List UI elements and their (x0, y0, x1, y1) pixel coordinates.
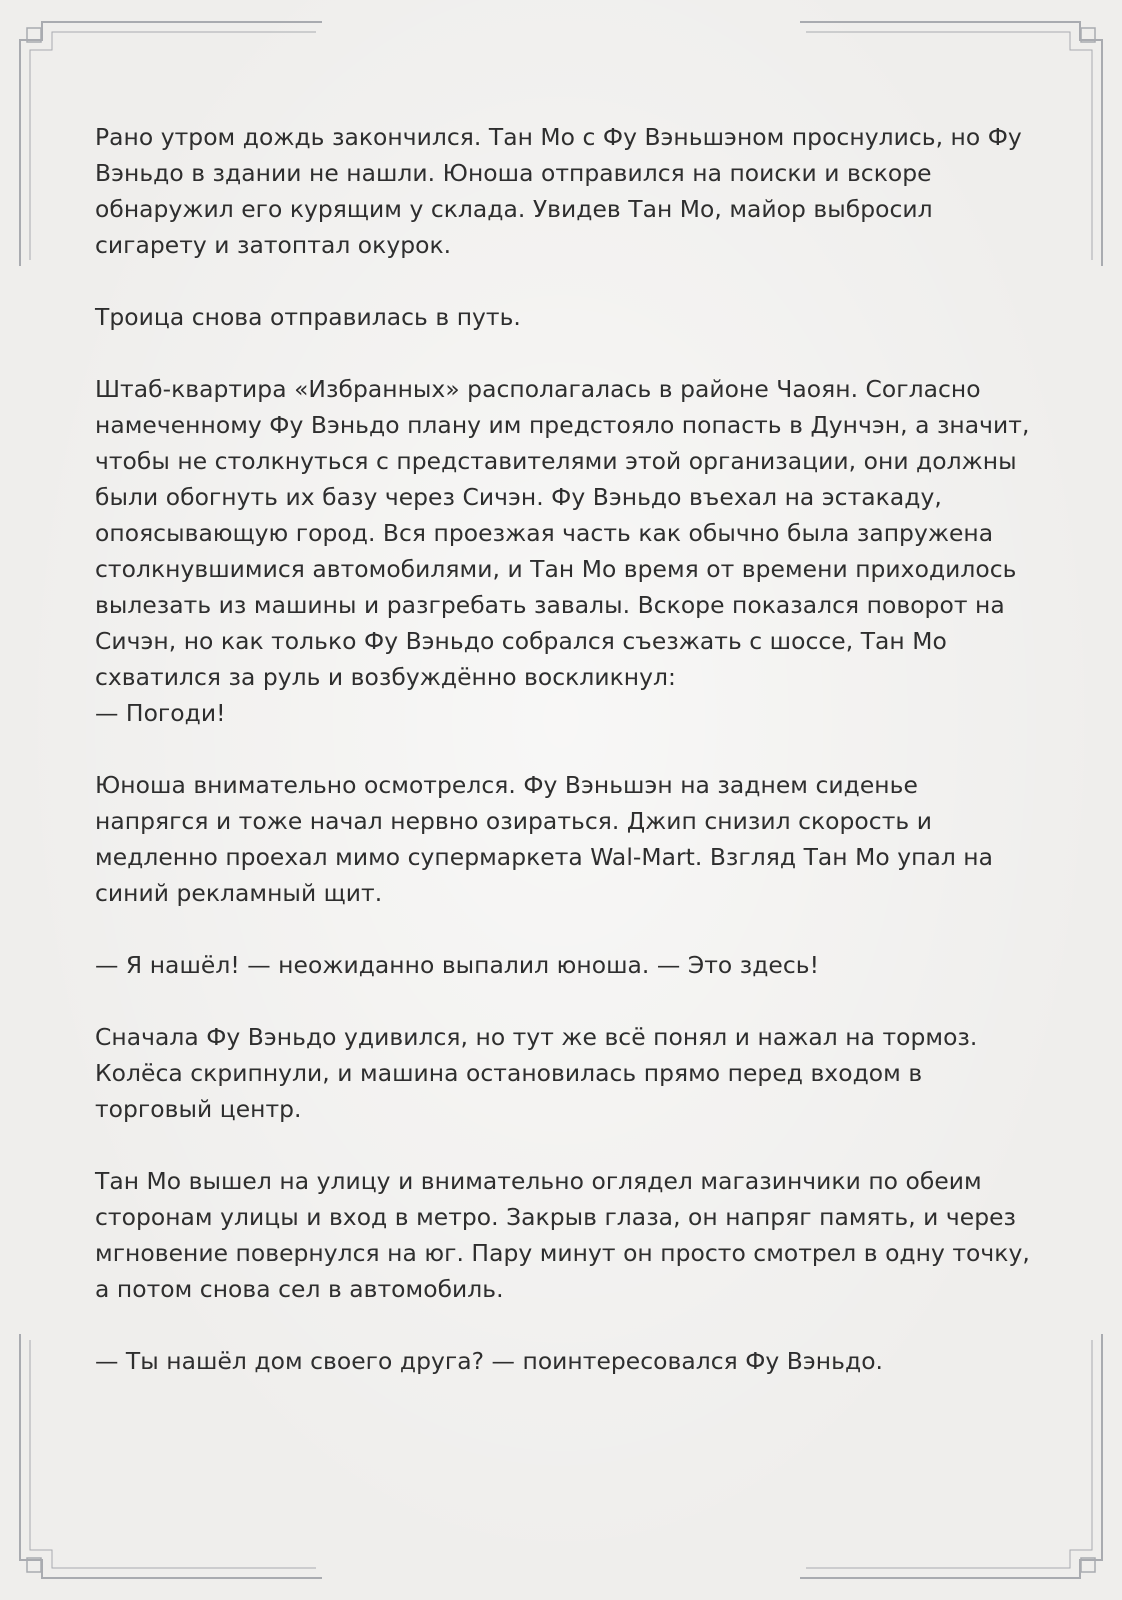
paragraph: — Я нашёл! — неожиданно выпалил юноша. — Это здесь! (95, 951, 820, 979)
paragraph: Рано утром дождь закончился. Тан Мо с Фу Вэньшэном проснулись, но Фу Вэньдо в здании не нашли. Юноша отправился на поиски и вскоре обнаружил его курящим у склада. Увидев Тан Мо, майор выбросил сигарету и затоптал окурок. (95, 123, 1022, 259)
paragraph: Сначала Фу Вэньдо удивился, но тут же всё понял и нажал на тормоз. Колёса скрипнули, и машина остановилась прямо перед входом в торговый центр. (95, 1023, 978, 1123)
chapter-text (95, 119, 1030, 1379)
paragraph: Троица снова отправилась в путь. (95, 303, 521, 331)
paragraph: Штаб-квартира «Избранных» располагалась в районе Чаоян. Согласно намеченному Фу Вэньдо плану им предстояло попасть в Дунчэн, а значит, чтобы не столкнуться с представителями этой организации, они должны были обогнуть их базу через Сичэн. Фу Вэньдо въехал на эстакаду, опоясывающую город. Вся проезжая часть как обычно была запружена столкнувшимися автомобилями, и Тан Мо время от времени приходилось вылезать из машины и разгребать завалы. Вскоре показался поворот на Сичэн, но как только Фу Вэньдо собрался съезжать с шоссе, Тан Мо схватился за руль и возбуждённо воскликнул: — Погоди! (95, 375, 1030, 727)
paragraph: — Ты нашёл дом своего друга? — поинтересовался Фу Вэньдо. (95, 1347, 884, 1375)
paragraph: Юноша внимательно осмотрелся. Фу Вэньшэн на заднем сиденье напрягся и тоже начал нервно озираться. Джип снизил скорость и медленно проехал мимо супермаркета Wal-Mart. Взгляд Тан Мо упал на синий рекламный щит. (95, 771, 994, 907)
paragraph: Тан Мо вышел на улицу и внимательно оглядел магазинчики по обеим сторонам улицы и вход в метро. Закрыв глаза, он напряг память, и через мгновение повернулся на юг. Пару минут он просто смотрел в одну точку, а потом снова сел в автомобиль. (95, 1167, 1030, 1303)
